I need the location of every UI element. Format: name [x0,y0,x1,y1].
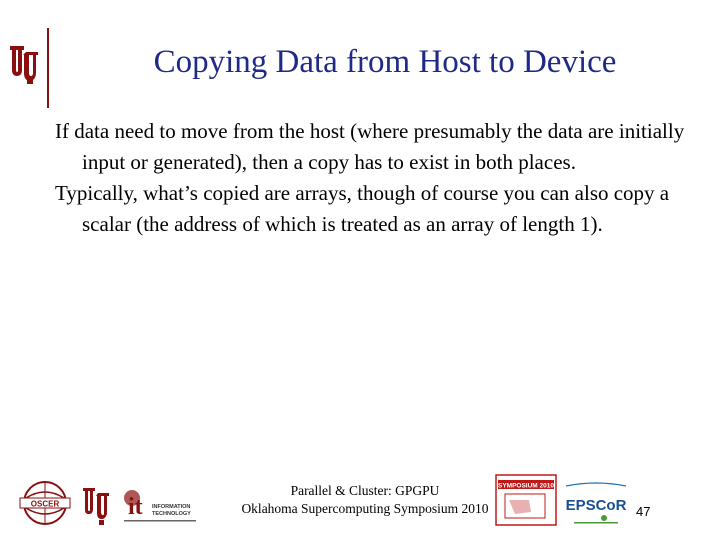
epscor-logo-icon [560,482,632,526]
svg-text:it: it [128,494,143,520]
symposium-2010-logo-icon [495,474,557,526]
ou-logo-icon [8,38,48,86]
slide-body [55,116,695,240]
title-divider [47,28,49,108]
ou-footer-logo-icon [82,482,118,526]
footer-line-2: Oklahoma Supercomputing Symposium 2010 [241,501,489,516]
oscer-logo-icon [14,480,76,526]
svg-text:OSCER: OSCER [30,499,60,509]
slide-title: Copying Data from Host to Device [153,44,617,80]
bullet-2: Typically, what’s copied are arrays, though of course you can also copy a scalar (the address of which is treated as an array of length 1). [55,181,670,236]
svg-text:SYMPOSIUM 2010: SYMPOSIUM 2010 [498,482,554,490]
ou-it-logo-icon [120,484,202,526]
footer-text [230,482,500,518]
svg-text:EPSCoR: EPSCoR [565,497,627,514]
svg-text:INFORMATION: INFORMATION [152,504,191,510]
bullet-1: If data need to move from the host (where presumably the data are initially input or generated), then a copy has to exist in both places. [55,119,685,174]
footer-line-1: Parallel & Cluster: GPGPU [290,483,440,498]
svg-text:TECHNOLOGY: TECHNOLOGY [152,511,191,517]
page-number: 47 [636,504,651,519]
